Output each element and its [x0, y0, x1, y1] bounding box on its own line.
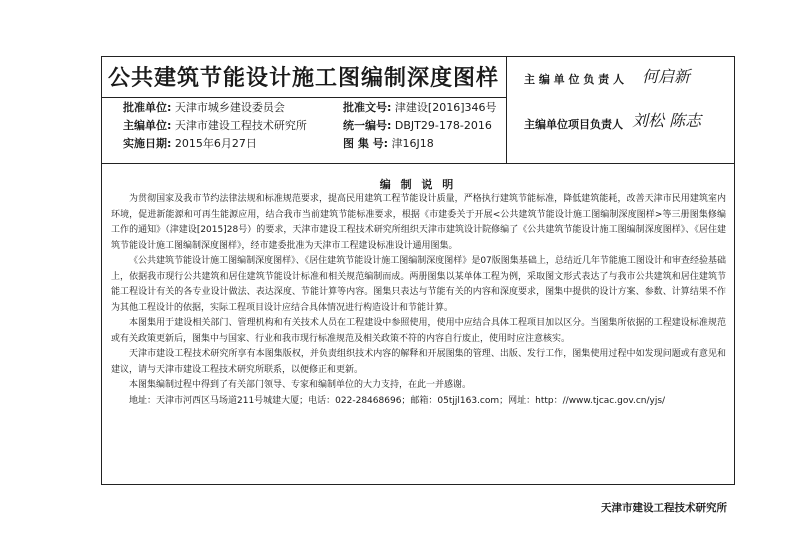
meta-key: 实施日期: — [123, 137, 172, 150]
notes-body — [111, 192, 726, 409]
meta-key: 批准文号: — [343, 101, 392, 114]
paragraph: 本图集编制过程中得到了有关部门领导、专家和编制单位的大力支持，在此一并感谢。 — [129, 380, 472, 390]
meta-value: 天津市建设工程技术研究所 — [174, 119, 307, 132]
meta-key: 主编单位: — [123, 119, 172, 132]
notes-heading: 编 制 说 明 — [379, 178, 457, 191]
approval-unit — [123, 101, 285, 115]
paragraph: 本图集用于建设相关部门、管理机构和有关技术人员在工程建设中参照使用，使用中应结合具体工程项目加以区分。当图集所依据的工程建设标准规范或有关政策更新后，图集中与国家、行业和我市现行标准规范及相关政策不符的内容自行废止，使用时应注意核实。 — [111, 318, 726, 344]
editor-unit — [123, 119, 307, 133]
paragraph: 天津市建设工程技术研究所享有本图集版权，并负责组织技术内容的解释和开展图集的管理、出版、发行工作，图集使用过程中如发现问题或有意见和建议，请与天津市建设工程技术研究所联系，以便修正和更新。 — [111, 349, 726, 375]
project-head-label: 主编单位项目负责人 — [524, 118, 623, 131]
meta-value: 津建设[2016]346号 — [394, 101, 497, 114]
meta-value: 天津市城乡建设委员会 — [174, 101, 285, 114]
paragraph: 《公共建筑节能设计施工图编制深度图样》、《居住建筑节能设计施工图编制深度图样》是07版图集基础上，总结近几年节能施工图设计和审查经验基础上，依据我市现行公共建筑和居住建筑节能设计标准和相关规范编制而成。两册图集以某单体工程为例，采取图文形式表达了与我市公共建筑和居住建筑节能工程设计有关的各专业设计做法、表达深度、节能计算等内容。图集只表达与节能有关的内容和深度要求，图集中提供的设计方案、参数、计算结果不作为其他工程设计的依据，实际工程项目设计应结合具体情况进行构造设计和节能计算。 — [111, 256, 726, 313]
publisher-name: 天津市建设工程技术研究所 — [601, 502, 727, 514]
header-column-divider — [506, 56, 507, 163]
paragraph: 为贯彻国家及我市节约法律法规和标准规范要求，提高民用建筑工程节能设计质量，严格执行建筑节能标准，降低建筑能耗，改善天津市民用建筑室内环境，促进新能源和可再生能源应用，结合我市当前建筑节能标准要求，根据《市建委关于开展<公共建筑节能设计施工图编制深度图样>等三册图集修编工作的通知》（津建设[2015]28号）的要求，天津市建设工程技术研究所组织天津市建筑设计院修编了《公共建筑节能设计施工图编制深度图样》、《居住建筑节能设计施工图编制深度图样》，经市建委批准为天津市工程建设标准设计通用图集。 — [111, 194, 726, 251]
meta-key: 图 集 号: — [343, 137, 389, 150]
title-divider — [101, 97, 506, 98]
chief-unit-head-label: 主 编 单 位 负 责 人 — [524, 73, 624, 86]
header-bottom-border — [101, 163, 735, 164]
contact-address: 地址：天津市河西区马场道211号城建大厦；电话：022-28468696；邮箱：05tjjl163.com；网址：http：//www.tjcac.gov.cn/yjs/ — [129, 395, 666, 406]
meta-key: 统一编号: — [343, 119, 392, 132]
page-title: 公共建筑节能设计施工图编制深度图样 — [107, 66, 499, 91]
meta-key: 批准单位: — [123, 101, 172, 114]
unified-number — [343, 119, 492, 133]
project-head-signature: 刘松 陈志 — [632, 111, 702, 130]
atlas-number — [343, 137, 434, 151]
meta-value: 2015年6月27日 — [174, 137, 257, 150]
meta-value: 津16J18 — [391, 137, 434, 150]
meta-value: DBJT29-178-2016 — [394, 119, 492, 132]
approval-number — [343, 101, 496, 115]
chief-unit-head-signature: 何启新 — [642, 67, 691, 86]
effective-date — [123, 137, 257, 151]
